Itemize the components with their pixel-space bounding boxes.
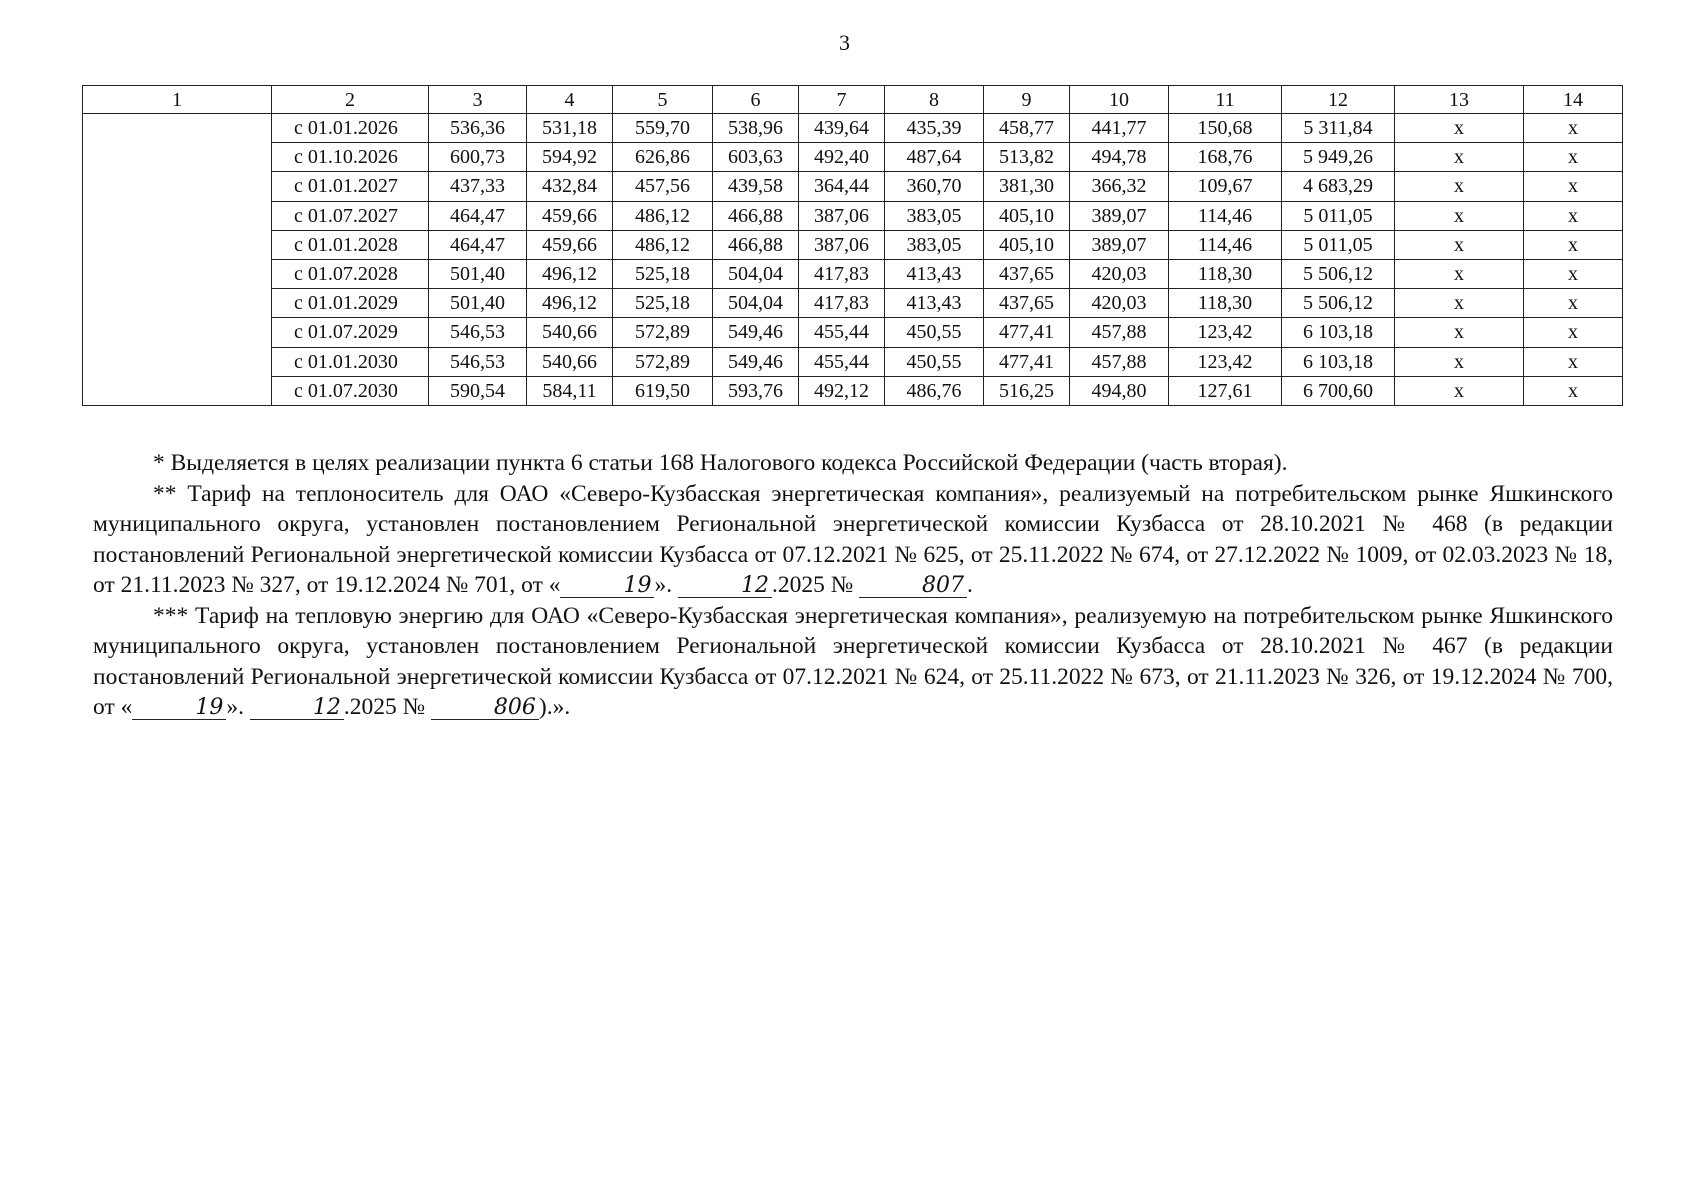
value-cell: 413,43 <box>885 259 984 288</box>
value-cell: 464,47 <box>429 230 527 259</box>
value-cell: 6 103,18 <box>1282 347 1395 376</box>
value-cell: 531,18 <box>527 114 613 143</box>
value-cell: x <box>1524 230 1623 259</box>
value-cell: 455,44 <box>799 347 885 376</box>
value-cell: 5 506,12 <box>1282 259 1395 288</box>
value-cell: x <box>1524 289 1623 318</box>
column-header: 9 <box>984 86 1070 114</box>
column-header: 13 <box>1395 86 1524 114</box>
value-cell: 450,55 <box>885 347 984 376</box>
value-cell: 389,07 <box>1070 201 1169 230</box>
value-cell: 546,53 <box>429 318 527 347</box>
column-header: 4 <box>527 86 613 114</box>
value-cell: 383,05 <box>885 201 984 230</box>
value-cell: 492,12 <box>799 376 885 405</box>
value-cell: x <box>1395 289 1524 318</box>
value-cell: 464,47 <box>429 201 527 230</box>
value-cell: 457,88 <box>1070 347 1169 376</box>
value-cell: 432,84 <box>527 172 613 201</box>
period-cell: с 01.01.2028 <box>272 230 429 259</box>
value-cell: 420,03 <box>1070 259 1169 288</box>
value-cell: x <box>1395 259 1524 288</box>
handwritten-month: 12 <box>678 575 772 598</box>
value-cell: 525,18 <box>613 289 713 318</box>
value-cell: x <box>1395 347 1524 376</box>
value-cell: 584,11 <box>527 376 613 405</box>
handwritten-month: 12 <box>250 697 344 720</box>
page-number: 3 <box>839 30 850 55</box>
value-cell: 389,07 <box>1070 230 1169 259</box>
value-cell: 450,55 <box>885 318 984 347</box>
table-row <box>83 376 1623 405</box>
column-header: 3 <box>429 86 527 114</box>
column-header: 12 <box>1282 86 1395 114</box>
value-cell: x <box>1395 201 1524 230</box>
date-separator: ». <box>226 694 250 720</box>
value-cell: 439,64 <box>799 114 885 143</box>
column-header: 11 <box>1169 86 1282 114</box>
value-cell: x <box>1395 318 1524 347</box>
value-cell: 4 683,29 <box>1282 172 1395 201</box>
footnotes <box>93 448 1613 723</box>
value-cell: 387,06 <box>799 230 885 259</box>
year-text: .2025 № <box>343 694 431 720</box>
value-cell: 501,40 <box>429 259 527 288</box>
table-row <box>83 259 1623 288</box>
value-cell: 516,25 <box>984 376 1070 405</box>
value-cell: x <box>1395 230 1524 259</box>
value-cell: 494,78 <box>1070 143 1169 172</box>
value-cell: 5 011,05 <box>1282 230 1395 259</box>
tariff-table-body <box>83 86 1623 406</box>
period-cell: с 01.07.2030 <box>272 376 429 405</box>
value-cell: 594,92 <box>527 143 613 172</box>
column-header: 10 <box>1070 86 1169 114</box>
column-header: 1 <box>83 86 272 114</box>
value-cell: 501,40 <box>429 289 527 318</box>
value-cell: 437,65 <box>984 259 1070 288</box>
value-cell: 437,65 <box>984 289 1070 318</box>
footnote-vat: * Выделяется в целях реализации пункта 6 статьи 168 Налогового кодекса Российской Федерации (часть вторая). <box>153 450 1288 476</box>
value-cell: 492,40 <box>799 143 885 172</box>
value-cell: x <box>1524 143 1623 172</box>
handwritten-number: 806 <box>431 697 539 720</box>
value-cell: 387,06 <box>799 201 885 230</box>
value-cell: 123,42 <box>1169 318 1282 347</box>
column-header: 2 <box>272 86 429 114</box>
value-cell: 603,63 <box>713 143 799 172</box>
value-cell: x <box>1524 201 1623 230</box>
value-cell: 486,12 <box>613 230 713 259</box>
value-cell: 540,66 <box>527 347 613 376</box>
value-cell: 364,44 <box>799 172 885 201</box>
value-cell: 590,54 <box>429 376 527 405</box>
value-cell: 536,36 <box>429 114 527 143</box>
value-cell: x <box>1395 172 1524 201</box>
table-row <box>83 172 1623 201</box>
value-cell: 405,10 <box>984 201 1070 230</box>
footnote-coolant-text: ** Тариф на теплоноситель для ОАО «Северо-Кузбасская энергетическая компания», реализуемый на потребительском рынке Яшкинского муниципального округа, установлен постановлением Региональной энергетической комиссии Кузбасса от 28.10.2021 № 468 (в редакции постановлений Региональной энергетической комиссии Кузбасса от 07.12.2021 № 625, от 25.11.2022 № 674, от 27.12.2022 № 1009, от 02.03.2023 № 18, от 21.11.2023 № 327, от 19.12.2024 № 701, от « <box>93 480 1613 598</box>
value-cell: x <box>1524 114 1623 143</box>
value-cell: 127,61 <box>1169 376 1282 405</box>
column-header: 7 <box>799 86 885 114</box>
value-cell: 477,41 <box>984 347 1070 376</box>
value-cell: 457,56 <box>613 172 713 201</box>
table-row <box>83 143 1623 172</box>
value-cell: 546,53 <box>429 347 527 376</box>
value-cell: 486,12 <box>613 201 713 230</box>
value-cell: x <box>1524 347 1623 376</box>
value-cell: 439,58 <box>713 172 799 201</box>
value-cell: 437,33 <box>429 172 527 201</box>
table-row <box>83 318 1623 347</box>
value-cell: 114,46 <box>1169 201 1282 230</box>
value-cell: 549,46 <box>713 318 799 347</box>
consumer-group-cell <box>83 114 272 406</box>
value-cell: 168,76 <box>1169 143 1282 172</box>
year-text: .2025 № <box>771 572 860 598</box>
value-cell: 109,67 <box>1169 172 1282 201</box>
value-cell: 5 949,26 <box>1282 143 1395 172</box>
value-cell: 118,30 <box>1169 289 1282 318</box>
value-cell: 466,88 <box>713 230 799 259</box>
value-cell: 114,46 <box>1169 230 1282 259</box>
period-cell: с 01.01.2029 <box>272 289 429 318</box>
value-cell: 420,03 <box>1070 289 1169 318</box>
date-separator: ». <box>654 572 678 598</box>
value-cell: 366,32 <box>1070 172 1169 201</box>
value-cell: 435,39 <box>885 114 984 143</box>
value-cell: 441,77 <box>1070 114 1169 143</box>
period-cell: с 01.01.2026 <box>272 114 429 143</box>
value-cell: 559,70 <box>613 114 713 143</box>
value-cell: 417,83 <box>799 259 885 288</box>
column-header: 8 <box>885 86 984 114</box>
column-header: 5 <box>613 86 713 114</box>
value-cell: 457,88 <box>1070 318 1169 347</box>
value-cell: 405,10 <box>984 230 1070 259</box>
period-cell: с 01.07.2028 <box>272 259 429 288</box>
value-cell: 626,86 <box>613 143 713 172</box>
value-cell: 5 506,12 <box>1282 289 1395 318</box>
value-cell: 458,77 <box>984 114 1070 143</box>
value-cell: x <box>1524 376 1623 405</box>
value-cell: 150,68 <box>1169 114 1282 143</box>
value-cell: 118,30 <box>1169 259 1282 288</box>
value-cell: 123,42 <box>1169 347 1282 376</box>
table-row <box>83 347 1623 376</box>
value-cell: x <box>1395 376 1524 405</box>
value-cell: 486,76 <box>885 376 984 405</box>
value-cell: 459,66 <box>527 230 613 259</box>
handwritten-day: 19 <box>560 575 654 598</box>
footnote-coolant-tariff <box>93 479 1613 601</box>
value-cell: 5 011,05 <box>1282 201 1395 230</box>
value-cell: 413,43 <box>885 289 984 318</box>
value-cell: x <box>1524 172 1623 201</box>
value-cell: 6 700,60 <box>1282 376 1395 405</box>
value-cell: x <box>1395 143 1524 172</box>
footnote-heat-tariff <box>93 601 1613 723</box>
value-cell: 477,41 <box>984 318 1070 347</box>
value-cell: 525,18 <box>613 259 713 288</box>
value-cell: 504,04 <box>713 289 799 318</box>
value-cell: 459,66 <box>527 201 613 230</box>
value-cell: 504,04 <box>713 259 799 288</box>
footnote-heat-text: *** Тариф на тепловую энергию для ОАО «Северо-Кузбасская энергетическая компания», реализуемую на потребительском рынке Яшкинского муниципального округа, установлен постановлением Региональной энергетической комиссии Кузбасса от 28.10.2021 № 467 (в редакции постановлений Региональной энергетической комиссии Кузбасса от 07.12.2021 № 624, от 25.11.2022 № 673, от 21.11.2023 № 326, от 19.12.2024 № 700, от « <box>93 602 1613 720</box>
value-cell: x <box>1524 318 1623 347</box>
value-cell: 496,12 <box>527 259 613 288</box>
value-cell: x <box>1395 114 1524 143</box>
period-cell: с 01.10.2026 <box>272 143 429 172</box>
value-cell: 455,44 <box>799 318 885 347</box>
table-row <box>83 201 1623 230</box>
value-cell: 600,73 <box>429 143 527 172</box>
period-cell: с 01.07.2029 <box>272 318 429 347</box>
value-cell: 572,89 <box>613 347 713 376</box>
value-cell: 381,30 <box>984 172 1070 201</box>
table-row <box>83 114 1623 143</box>
value-cell: 549,46 <box>713 347 799 376</box>
tariff-table <box>82 85 1623 406</box>
value-cell: 6 103,18 <box>1282 318 1395 347</box>
value-cell: 619,50 <box>613 376 713 405</box>
value-cell: 5 311,84 <box>1282 114 1395 143</box>
value-cell: 513,82 <box>984 143 1070 172</box>
value-cell: 360,70 <box>885 172 984 201</box>
footnote-end: . <box>967 572 973 598</box>
column-header: 14 <box>1524 86 1623 114</box>
handwritten-day: 19 <box>132 697 226 720</box>
value-cell: 494,80 <box>1070 376 1169 405</box>
table-header-row <box>83 86 1623 114</box>
value-cell: 572,89 <box>613 318 713 347</box>
column-header: 6 <box>713 86 799 114</box>
table-row <box>83 230 1623 259</box>
period-cell: с 01.07.2027 <box>272 201 429 230</box>
value-cell: 417,83 <box>799 289 885 318</box>
value-cell: x <box>1524 259 1623 288</box>
value-cell: 487,64 <box>885 143 984 172</box>
handwritten-number: 807 <box>859 575 967 598</box>
value-cell: 593,76 <box>713 376 799 405</box>
value-cell: 496,12 <box>527 289 613 318</box>
value-cell: 538,96 <box>713 114 799 143</box>
table-row <box>83 289 1623 318</box>
value-cell: 540,66 <box>527 318 613 347</box>
value-cell: 466,88 <box>713 201 799 230</box>
period-cell: с 01.01.2030 <box>272 347 429 376</box>
footnote-end: ).». <box>538 694 571 720</box>
period-cell: с 01.01.2027 <box>272 172 429 201</box>
value-cell: 383,05 <box>885 230 984 259</box>
